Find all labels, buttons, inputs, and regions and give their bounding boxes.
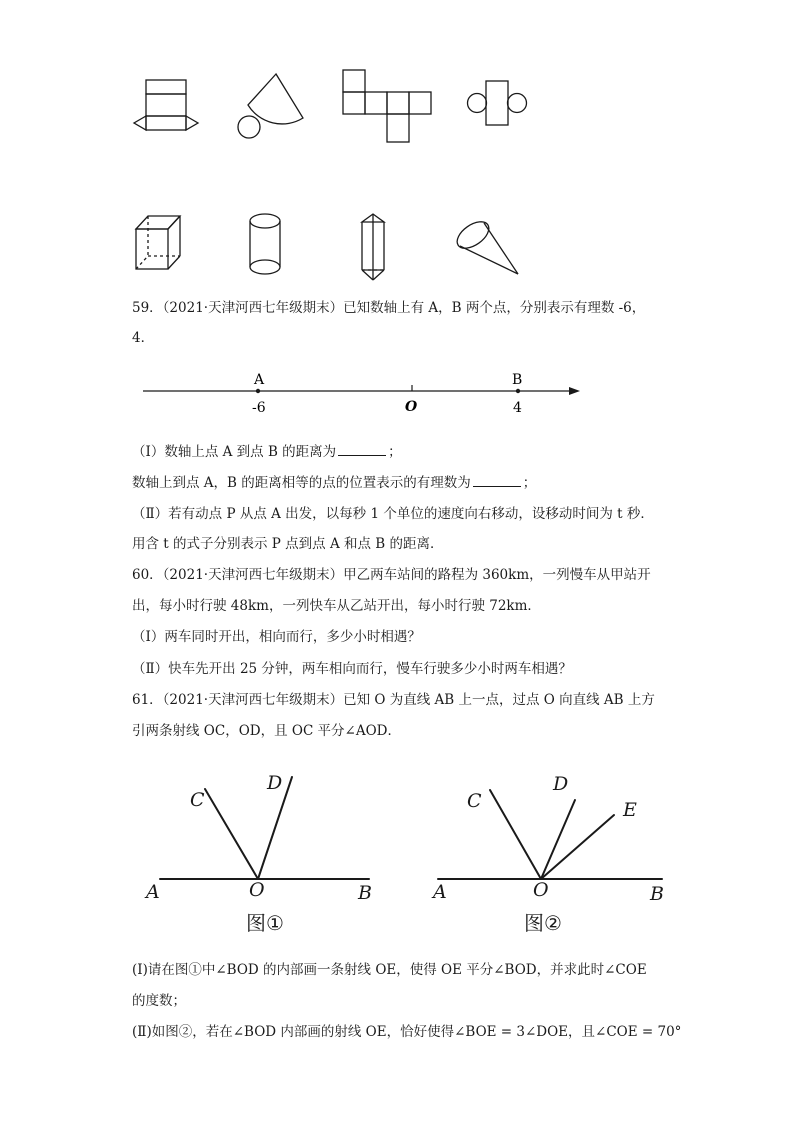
point-a-label: A bbox=[254, 372, 265, 388]
q60-line2: 出，每小时行驶 48km，一列快车从乙站开出，每小时行驶 72km． bbox=[132, 598, 541, 614]
fig2-label-c: C bbox=[467, 790, 482, 812]
fig2-label-e: E bbox=[623, 799, 637, 821]
fig2-ray-od bbox=[541, 800, 575, 879]
q61-part1-line1: (Ⅰ)请在图①中∠BOD 的内部画一条射线 OE，使得 OE 平分∠BOD，并求此时∠COE bbox=[132, 962, 647, 978]
fig2-ray-oe bbox=[541, 815, 614, 879]
q61-line1: 61．（2021·天津河西七年级期末）已知 O 为直线 AB 上一点，过点 O 向直线 AB 上方 bbox=[132, 692, 655, 708]
point-b-label: B bbox=[512, 372, 523, 388]
fig2-label-b: B bbox=[650, 883, 664, 905]
fig2-label-o: O bbox=[533, 879, 549, 901]
tick-label-origin: O bbox=[405, 399, 418, 415]
q59-line2: 4． bbox=[132, 330, 155, 346]
fig1-label-b: B bbox=[358, 882, 372, 904]
tick-label-a: -6 bbox=[252, 400, 266, 416]
fig2-label-d: D bbox=[553, 773, 569, 795]
fig2-ray-oc bbox=[490, 790, 541, 879]
fig1-label-d: D bbox=[267, 772, 283, 794]
fig1-label-a: A bbox=[146, 881, 160, 903]
q59-part1b-end: ； bbox=[522, 475, 537, 491]
q59-part2-line1: （Ⅱ）若有动点 P 从点 A 出发，以每秒 1 个单位的速度向右移动，设移动时间为 t 秒． bbox=[132, 506, 654, 522]
fig2-label-a: A bbox=[433, 881, 447, 903]
q60-part1: （Ⅰ）两车同时开出，相向而行，多少小时相遇？ bbox=[132, 629, 421, 645]
q59-part1b-text: 数轴上到点 A，B 的距离相等的点的位置表示的有理数为 bbox=[132, 475, 471, 491]
q60-part2: （Ⅱ）快车先开出 25 分钟，两车相向而行，慢车行驶多少小时两车相遇？ bbox=[132, 661, 572, 677]
fig1-label-o: O bbox=[249, 879, 265, 901]
fig1-caption: 图① bbox=[246, 911, 284, 935]
q59-part2-line2: 用含 t 的式子分别表示 P 点到点 A 和点 B 的距离． bbox=[132, 536, 444, 552]
q59-line1: 59．（2021·天津河西七年级期末）已知数轴上有 A，B 两个点，分别表示有理数 -6， bbox=[132, 300, 646, 316]
tick-label-b: 4 bbox=[513, 400, 522, 416]
q61-part1-line2: 的度数； bbox=[132, 993, 186, 1009]
fig2-caption: 图② bbox=[524, 911, 562, 935]
q61-part2-line1: (Ⅱ)如图②，若在∠BOD 内部画的射线 OE，恰好使得∠BOE = 3∠DOE，且∠COE = 70° bbox=[132, 1024, 682, 1040]
fig1-ray-oc bbox=[205, 789, 258, 879]
q59-part1a-text: （Ⅰ）数轴上点 A 到点 B 的距离为 bbox=[132, 444, 337, 460]
fig1-label-c: C bbox=[190, 789, 205, 811]
q60-line1: 60．（2021·天津河西七年级期末）甲乙两车站间的路程为 360km，一列慢车从甲站开 bbox=[132, 567, 651, 583]
q59-part1a-end: ； bbox=[388, 444, 402, 460]
q61-line2: 引两条射线 OC，OD，且 OC 平分∠AOD． bbox=[132, 723, 402, 739]
